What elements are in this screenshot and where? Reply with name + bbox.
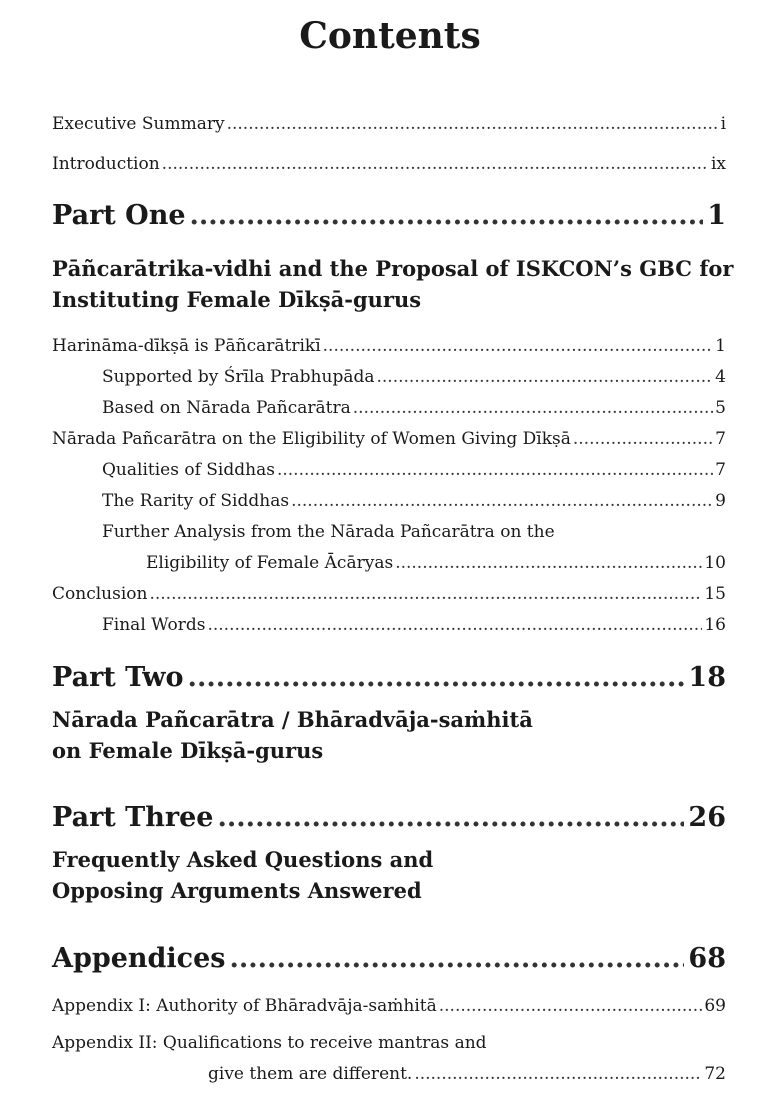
dot-leader (323, 335, 714, 357)
part-label: Part Three (52, 802, 214, 833)
toc-subentry[interactable] (146, 552, 726, 574)
entry-label: Supported by Śrīla Prabhupāda (102, 367, 375, 387)
dot-leader (229, 941, 684, 977)
part-label: Part One (52, 200, 186, 231)
part-label: Appendices (52, 943, 226, 974)
entry-page: 16 (704, 615, 726, 635)
toc-appendices[interactable] (52, 941, 726, 977)
toc-appendix-entry[interactable] (52, 995, 726, 1017)
entry-label: Harināma-dīkṣā is Pāñcarātrikī (52, 336, 321, 356)
part-page: 26 (688, 802, 726, 833)
dot-leader (190, 198, 704, 234)
entry-label: give them are different. (208, 1064, 413, 1084)
toc-appendix-entry[interactable] (208, 1063, 726, 1085)
subtitle-line: Nārada Pañcarātra / Bhāradvāja-saṁhitā (52, 707, 533, 732)
toc-entry[interactable] (52, 335, 726, 357)
dot-leader (353, 397, 713, 419)
dot-leader (162, 153, 709, 175)
entry-label: Final Words (102, 615, 206, 635)
entry-label: Executive Summary (52, 114, 225, 134)
entry-label: Eligibility of Female Ācāryas (146, 553, 394, 573)
entry-label: Based on Nārada Pañcarātra (102, 398, 351, 418)
entry-label: Nārada Pañcarātra on the Eligibility of Women Giving Dīkṣā (52, 429, 571, 449)
entry-page: 9 (715, 491, 726, 511)
toc-entry-introduction[interactable] (52, 153, 726, 175)
part-page: 18 (688, 662, 726, 693)
entry-page: 15 (704, 584, 726, 604)
toc-subentry[interactable] (102, 614, 726, 636)
toc-subentry[interactable] (102, 397, 726, 419)
toc-part-two[interactable] (52, 660, 726, 696)
part-one-subtitle (52, 253, 742, 315)
dot-leader (217, 800, 684, 836)
entry-page: 69 (704, 996, 726, 1016)
dot-leader (207, 614, 702, 636)
part-page: 68 (688, 943, 726, 974)
subtitle-line: Pāñcarātrika-vidhi and the Proposal of ISKCON’s GBC for (52, 256, 734, 281)
entry-page: 7 (715, 429, 726, 449)
toc-subentry[interactable] (102, 490, 726, 512)
toc-entry[interactable] (52, 583, 726, 605)
dot-leader (439, 995, 703, 1017)
entry-page: 72 (704, 1064, 726, 1084)
dot-leader (291, 490, 713, 512)
dot-leader (149, 583, 702, 605)
dot-leader (227, 113, 719, 135)
entry-label: Conclusion (52, 584, 148, 604)
subtitle-line: Instituting Female Dīkṣā-gurus (52, 287, 422, 312)
toc-entry[interactable] (52, 428, 726, 450)
entry-page: 4 (715, 367, 726, 387)
dot-leader (395, 552, 702, 574)
entry-label: The Rarity of Siddhas (102, 491, 290, 511)
entry-page: 5 (715, 398, 726, 418)
entry-label: Introduction (52, 154, 160, 174)
toc-part-one[interactable] (52, 198, 726, 234)
dot-leader (573, 428, 713, 450)
entry-page: 7 (715, 460, 726, 480)
entry-page: ix (710, 154, 726, 174)
subtitle-line: on Female Dīkṣā-gurus (52, 738, 324, 763)
toc-subentry[interactable] (102, 366, 726, 388)
part-two-subtitle (52, 704, 742, 766)
toc-subentry[interactable] (102, 459, 726, 481)
entry-page: i (720, 114, 726, 134)
toc-subentry-first-line[interactable]: Further Analysis from the Nārada Pañcarātra on the (102, 522, 555, 542)
toc-appendix-first-line[interactable]: Appendix II: Qualifications to receive mantras and (52, 1033, 487, 1053)
toc-entry-executive-summary[interactable] (52, 113, 726, 135)
toc-part-three[interactable] (52, 800, 726, 836)
page-title: Contents (299, 15, 481, 57)
part-page: 1 (707, 200, 726, 231)
part-label: Part Two (52, 662, 184, 693)
subtitle-line: Frequently Asked Questions and (52, 847, 434, 872)
subtitle-line: Opposing Arguments Answered (52, 878, 422, 903)
part-three-subtitle (52, 844, 742, 906)
dot-leader (188, 660, 685, 696)
entry-label: Qualities of Siddhas (102, 460, 275, 480)
entry-page: 1 (715, 336, 726, 356)
dot-leader (377, 366, 714, 388)
entry-label: Appendix I: Authority of Bhāradvāja-saṁhitā (52, 996, 437, 1016)
dot-leader (414, 1063, 702, 1085)
dot-leader (277, 459, 713, 481)
entry-page: 10 (704, 553, 726, 573)
